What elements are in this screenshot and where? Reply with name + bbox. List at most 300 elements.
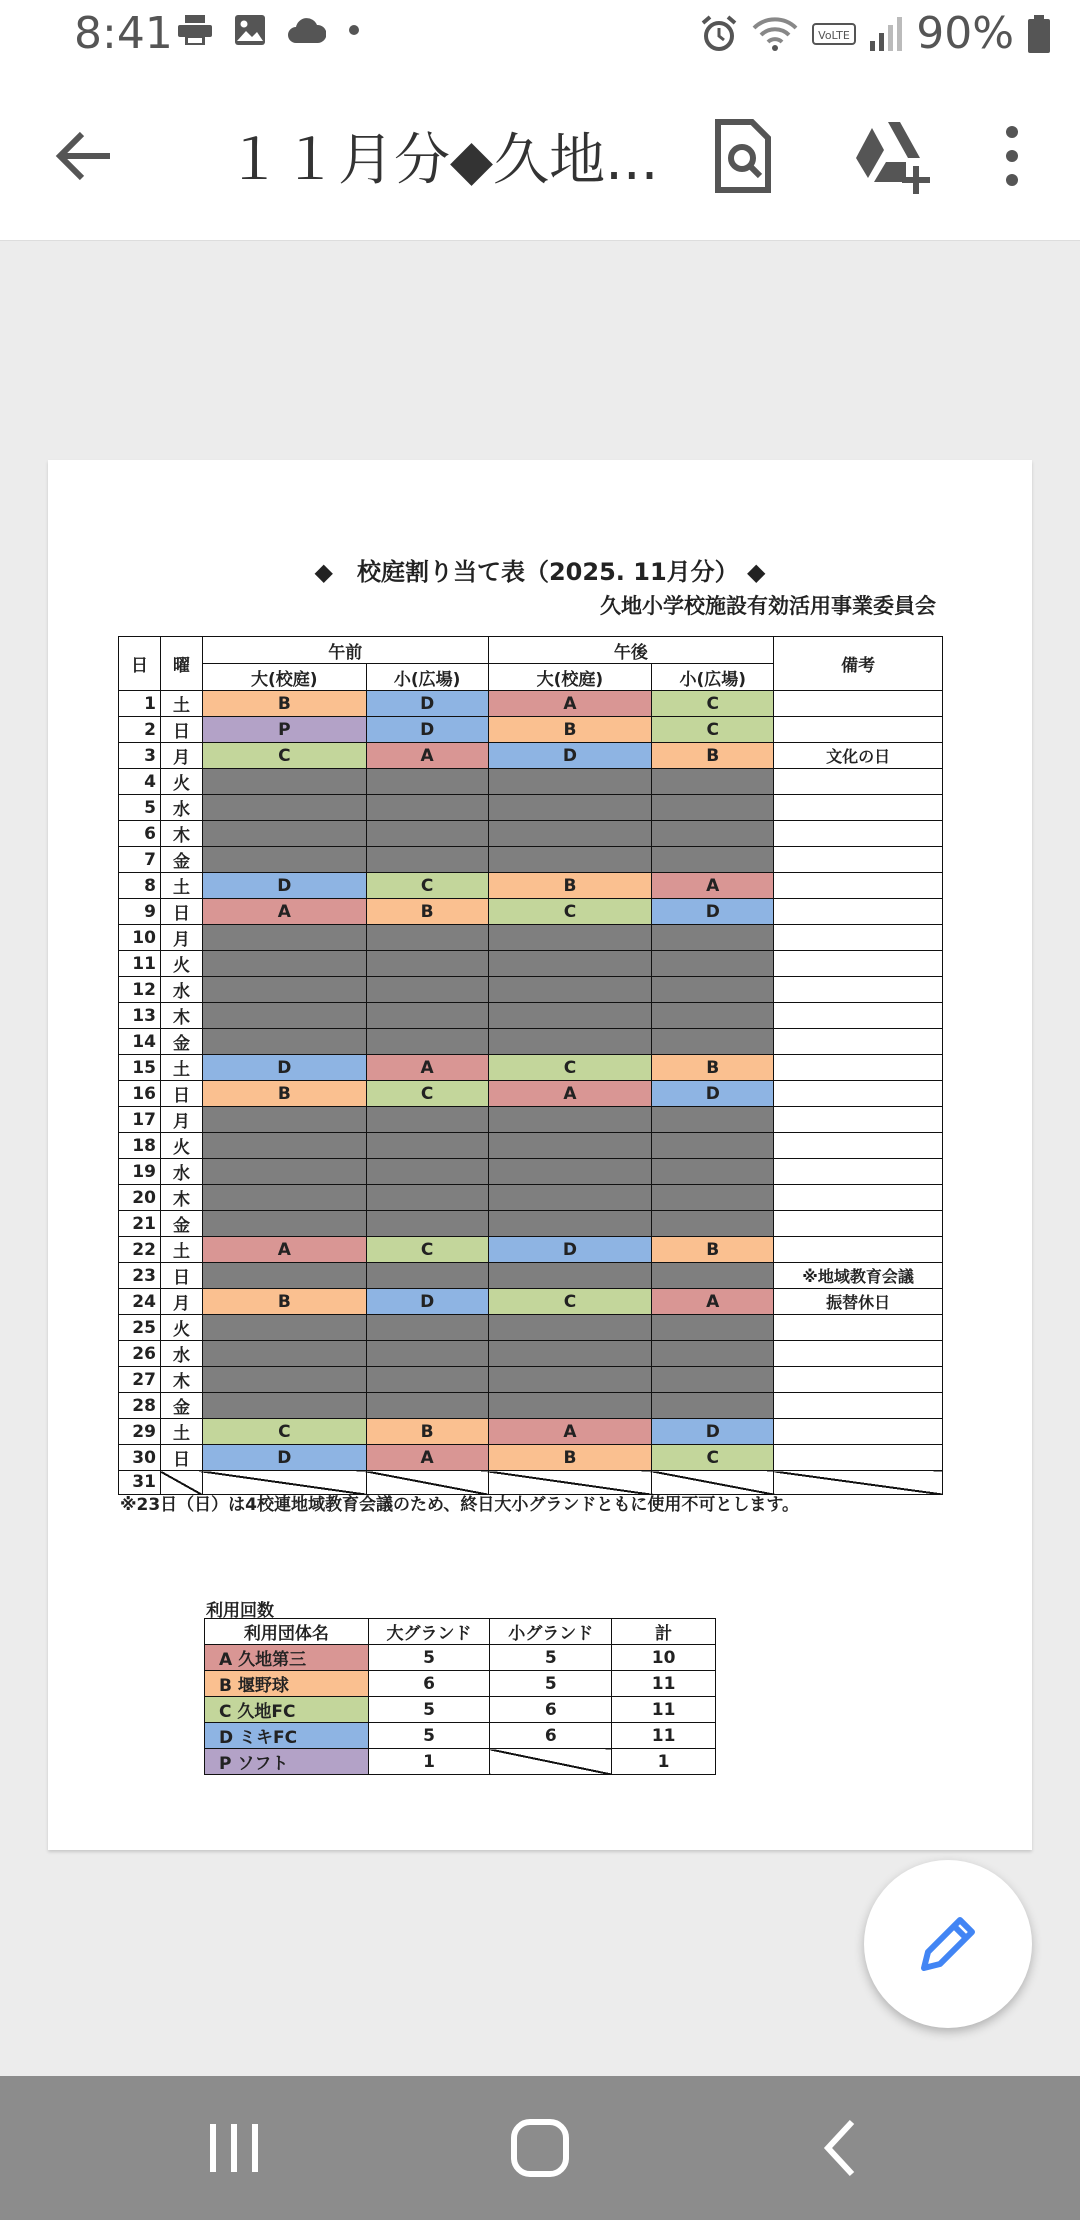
weekday: 火 xyxy=(160,769,202,795)
total-count: 11 xyxy=(612,1723,716,1749)
am-small-slot xyxy=(366,1315,488,1341)
schedule-row xyxy=(119,691,943,717)
schedule-row xyxy=(119,1367,943,1393)
am-large-slot xyxy=(202,1003,366,1029)
schedule-body xyxy=(119,691,943,1495)
edit-fab-button[interactable] xyxy=(864,1860,1032,2028)
schedule-row xyxy=(119,1055,943,1081)
am-small-slot xyxy=(366,1211,488,1237)
notes-cell xyxy=(774,1471,943,1495)
am-small-slot: D xyxy=(366,691,488,717)
weekday: 土 xyxy=(160,1419,202,1445)
am-large-slot xyxy=(202,847,366,873)
group-name: A 久地第三 xyxy=(205,1645,369,1671)
am-small-slot xyxy=(366,925,488,951)
notes-cell: ※地域教育会議 xyxy=(774,1263,943,1289)
pm-small-slot: C xyxy=(652,691,774,717)
pm-large-slot xyxy=(488,925,652,951)
am-small-slot xyxy=(366,951,488,977)
home-icon[interactable] xyxy=(500,2116,580,2180)
small-count: 5 xyxy=(490,1671,612,1697)
usage-body xyxy=(205,1645,716,1775)
am-small-slot: C xyxy=(366,1237,488,1263)
small-count xyxy=(490,1749,612,1775)
pm-small-slot xyxy=(652,1263,774,1289)
am-small-slot xyxy=(366,795,488,821)
small-count: 6 xyxy=(490,1723,612,1749)
day-number: 27 xyxy=(119,1367,161,1393)
am-small-slot xyxy=(366,1185,488,1211)
header-day: 日 xyxy=(119,637,161,691)
cloud-icon xyxy=(288,17,326,43)
notes-cell xyxy=(774,769,943,795)
header-pm-large: 大(校庭) xyxy=(488,664,652,691)
notes-cell xyxy=(774,1367,943,1393)
group-name: D ミキFC xyxy=(205,1723,369,1749)
schedule-row xyxy=(119,1107,943,1133)
am-large-slot xyxy=(202,977,366,1003)
notes-cell xyxy=(774,717,943,743)
more-options-icon[interactable] xyxy=(1000,118,1024,194)
pm-large-slot xyxy=(488,1367,652,1393)
pm-large-slot xyxy=(488,1315,652,1341)
am-small-slot xyxy=(366,769,488,795)
notes-cell xyxy=(774,795,943,821)
pm-small-slot xyxy=(652,1211,774,1237)
notes-cell xyxy=(774,873,943,899)
back-arrow-icon[interactable] xyxy=(52,124,116,188)
am-large-slot xyxy=(202,1107,366,1133)
dot-icon xyxy=(348,24,360,36)
am-small-slot: C xyxy=(366,1081,488,1107)
weekday: 日 xyxy=(160,717,202,743)
pm-small-slot xyxy=(652,1367,774,1393)
usage-header-large: 大グランド xyxy=(368,1619,490,1645)
schedule-table xyxy=(118,636,943,1495)
notes-cell: 振替休日 xyxy=(774,1289,943,1315)
notes-cell xyxy=(774,1107,943,1133)
weekday: 月 xyxy=(160,1289,202,1315)
am-large-slot xyxy=(202,1393,366,1419)
weekday: 金 xyxy=(160,847,202,873)
total-count: 11 xyxy=(612,1697,716,1723)
notification-icons xyxy=(178,14,360,46)
large-count: 1 xyxy=(368,1749,490,1775)
back-icon[interactable] xyxy=(800,2116,880,2180)
day-number: 31 xyxy=(119,1471,161,1495)
schedule-row xyxy=(119,951,943,977)
am-large-slot xyxy=(202,1315,366,1341)
notes-cell xyxy=(774,1055,943,1081)
notes-cell xyxy=(774,1341,943,1367)
find-in-page-icon[interactable] xyxy=(708,118,778,194)
day-number: 30 xyxy=(119,1445,161,1471)
pm-small-slot: B xyxy=(652,1055,774,1081)
schedule-row xyxy=(119,769,943,795)
usage-row xyxy=(205,1645,716,1671)
status-bar xyxy=(0,0,1080,72)
schedule-row xyxy=(119,1445,943,1471)
am-large-slot: C xyxy=(202,743,366,769)
usage-header-small: 小グランド xyxy=(490,1619,612,1645)
am-large-slot xyxy=(202,769,366,795)
weekday: 月 xyxy=(160,1107,202,1133)
day-number: 23 xyxy=(119,1263,161,1289)
header-pm: 午後 xyxy=(488,637,774,664)
am-small-slot xyxy=(366,977,488,1003)
notes-cell xyxy=(774,1315,943,1341)
weekday: 土 xyxy=(160,1055,202,1081)
total-count: 1 xyxy=(612,1749,716,1775)
day-number: 13 xyxy=(119,1003,161,1029)
pm-large-slot xyxy=(488,1185,652,1211)
weekday: 水 xyxy=(160,1341,202,1367)
am-small-slot xyxy=(366,1159,488,1185)
large-count: 5 xyxy=(368,1645,490,1671)
day-number: 14 xyxy=(119,1029,161,1055)
weekday: 金 xyxy=(160,1029,202,1055)
notes-cell xyxy=(774,899,943,925)
day-number: 17 xyxy=(119,1107,161,1133)
am-small-slot xyxy=(366,1029,488,1055)
pm-large-slot xyxy=(488,1211,652,1237)
am-small-slot: D xyxy=(366,1289,488,1315)
pm-large-slot xyxy=(488,977,652,1003)
weekday: 月 xyxy=(160,743,202,769)
notes-cell xyxy=(774,691,943,717)
pm-large-slot xyxy=(488,1003,652,1029)
battery-percent: 90% xyxy=(916,8,1014,59)
am-small-slot xyxy=(366,1003,488,1029)
day-number: 12 xyxy=(119,977,161,1003)
am-large-slot: B xyxy=(202,1289,366,1315)
status-time: 8:41 xyxy=(74,8,173,59)
day-number: 4 xyxy=(119,769,161,795)
weekday: 日 xyxy=(160,899,202,925)
pm-large-slot: D xyxy=(488,1237,652,1263)
notes-cell xyxy=(774,1419,943,1445)
weekday: 火 xyxy=(160,951,202,977)
weekday: 木 xyxy=(160,821,202,847)
large-count: 5 xyxy=(368,1697,490,1723)
usage-row xyxy=(205,1723,716,1749)
usage-row xyxy=(205,1697,716,1723)
usage-header-total: 計 xyxy=(612,1619,716,1645)
notes-cell xyxy=(774,1029,943,1055)
schedule-row xyxy=(119,1029,943,1055)
day-number: 28 xyxy=(119,1393,161,1419)
weekday: 木 xyxy=(160,1003,202,1029)
day-number: 16 xyxy=(119,1081,161,1107)
pm-small-slot xyxy=(652,1107,774,1133)
schedule-title: ◆ 校庭割り当て表（2025. 11月分） ◆ xyxy=(314,558,766,586)
weekday: 木 xyxy=(160,1367,202,1393)
weekday: 日 xyxy=(160,1445,202,1471)
pm-large-slot: B xyxy=(488,873,652,899)
pm-large-slot: B xyxy=(488,1445,652,1471)
weekday: 日 xyxy=(160,1081,202,1107)
organization-name: 久地小学校施設有効活用事業委員会 xyxy=(600,594,936,618)
pm-small-slot xyxy=(652,847,774,873)
day-number: 9 xyxy=(119,899,161,925)
pm-small-slot xyxy=(652,925,774,951)
day-number: 3 xyxy=(119,743,161,769)
pm-large-slot: A xyxy=(488,1419,652,1445)
pm-large-slot: A xyxy=(488,691,652,717)
pm-small-slot xyxy=(652,977,774,1003)
pm-small-slot xyxy=(652,1185,774,1211)
am-small-slot xyxy=(366,1367,488,1393)
am-large-slot xyxy=(202,1185,366,1211)
header-weekday: 曜 xyxy=(160,637,202,691)
document-title: １１月分◆久地... xyxy=(226,128,659,193)
am-large-slot: B xyxy=(202,691,366,717)
schedule-row xyxy=(119,1393,943,1419)
pm-small-slot xyxy=(652,795,774,821)
notes-cell xyxy=(774,1393,943,1419)
header-notes: 備考 xyxy=(774,637,943,691)
day-number: 1 xyxy=(119,691,161,717)
weekday: 水 xyxy=(160,795,202,821)
usage-header-group: 利用団体名 xyxy=(205,1619,369,1645)
header-am-small: 小(広場) xyxy=(366,664,488,691)
day-number: 25 xyxy=(119,1315,161,1341)
pm-large-slot xyxy=(488,1393,652,1419)
am-large-slot xyxy=(202,1133,366,1159)
document-page xyxy=(48,460,1032,1850)
schedule-row xyxy=(119,743,943,769)
navigation-bar xyxy=(0,2076,1080,2220)
pm-large-slot: B xyxy=(488,717,652,743)
pm-small-slot xyxy=(652,1315,774,1341)
day-number: 5 xyxy=(119,795,161,821)
schedule-row xyxy=(119,717,943,743)
notes-cell xyxy=(774,847,943,873)
image-icon xyxy=(234,14,266,46)
schedule-row xyxy=(119,1081,943,1107)
pm-large-slot: C xyxy=(488,899,652,925)
pm-large-slot xyxy=(488,795,652,821)
schedule-row xyxy=(119,873,943,899)
pm-small-slot: C xyxy=(652,1445,774,1471)
add-to-drive-icon[interactable] xyxy=(850,118,930,194)
signal-icon xyxy=(870,17,902,51)
weekday: 土 xyxy=(160,873,202,899)
group-name: B 堰野球 xyxy=(205,1671,369,1697)
day-number: 7 xyxy=(119,847,161,873)
small-count: 5 xyxy=(490,1645,612,1671)
header-pm-small: 小(広場) xyxy=(652,664,774,691)
usage-title: 利用回数 xyxy=(206,1601,274,1621)
group-name: C 久地FC xyxy=(205,1697,369,1723)
notes-cell xyxy=(774,1003,943,1029)
am-small-slot: C xyxy=(366,873,488,899)
am-small-slot xyxy=(366,1133,488,1159)
am-large-slot: P xyxy=(202,717,366,743)
schedule-row xyxy=(119,1263,943,1289)
pm-small-slot xyxy=(652,1159,774,1185)
day-number: 21 xyxy=(119,1211,161,1237)
notes-cell xyxy=(774,1237,943,1263)
schedule-row xyxy=(119,1315,943,1341)
pm-small-slot: B xyxy=(652,1237,774,1263)
pm-large-slot xyxy=(488,1341,652,1367)
header-am-large: 大(校庭) xyxy=(202,664,366,691)
system-icons xyxy=(700,8,1050,59)
schedule-row xyxy=(119,821,943,847)
am-large-slot: C xyxy=(202,1419,366,1445)
weekday: 日 xyxy=(160,1263,202,1289)
am-large-slot xyxy=(202,925,366,951)
pm-small-slot xyxy=(652,821,774,847)
pm-small-slot: A xyxy=(652,873,774,899)
group-name: P ソフト xyxy=(205,1749,369,1775)
schedule-row xyxy=(119,1289,943,1315)
schedule-row xyxy=(119,899,943,925)
header-am: 午前 xyxy=(202,637,488,664)
am-large-slot xyxy=(202,795,366,821)
am-small-slot xyxy=(366,1263,488,1289)
usage-row xyxy=(205,1671,716,1697)
am-large-slot xyxy=(202,821,366,847)
am-small-slot xyxy=(366,1107,488,1133)
schedule-row xyxy=(119,1003,943,1029)
app-bar xyxy=(0,72,1080,241)
printer-icon xyxy=(178,15,212,45)
weekday: 火 xyxy=(160,1315,202,1341)
pm-small-slot: A xyxy=(652,1289,774,1315)
pm-small-slot xyxy=(652,951,774,977)
notes-cell xyxy=(774,1081,943,1107)
pm-small-slot: B xyxy=(652,743,774,769)
am-large-slot: D xyxy=(202,1055,366,1081)
schedule-row xyxy=(119,1237,943,1263)
notes-cell xyxy=(774,925,943,951)
pm-small-slot: D xyxy=(652,1081,774,1107)
am-large-slot xyxy=(202,1159,366,1185)
pm-large-slot xyxy=(488,1029,652,1055)
pm-small-slot: D xyxy=(652,899,774,925)
pm-large-slot xyxy=(488,769,652,795)
day-number: 6 xyxy=(119,821,161,847)
day-number: 11 xyxy=(119,951,161,977)
day-number: 26 xyxy=(119,1341,161,1367)
am-large-slot xyxy=(202,1263,366,1289)
schedule-row xyxy=(119,1419,943,1445)
day-number: 10 xyxy=(119,925,161,951)
notes-cell xyxy=(774,821,943,847)
pm-small-slot: C xyxy=(652,717,774,743)
pm-large-slot: A xyxy=(488,1081,652,1107)
schedule-row xyxy=(119,1211,943,1237)
notes-cell xyxy=(774,977,943,1003)
pm-large-slot xyxy=(488,951,652,977)
notes-cell xyxy=(774,1211,943,1237)
day-number: 8 xyxy=(119,873,161,899)
am-small-slot: B xyxy=(366,899,488,925)
pm-small-slot xyxy=(652,1341,774,1367)
alarm-icon xyxy=(700,15,738,53)
large-count: 5 xyxy=(368,1723,490,1749)
schedule-row xyxy=(119,977,943,1003)
battery-icon xyxy=(1028,15,1050,53)
wifi-icon xyxy=(752,16,798,52)
schedule-row xyxy=(119,1185,943,1211)
day-number: 2 xyxy=(119,717,161,743)
am-large-slot xyxy=(202,1211,366,1237)
am-large-slot: A xyxy=(202,899,366,925)
usage-table xyxy=(204,1618,716,1775)
am-small-slot: B xyxy=(366,1419,488,1445)
schedule-row xyxy=(119,1159,943,1185)
am-small-slot: A xyxy=(366,1445,488,1471)
am-large-slot xyxy=(202,1341,366,1367)
pm-large-slot: C xyxy=(488,1289,652,1315)
day-number: 24 xyxy=(119,1289,161,1315)
am-large-slot: D xyxy=(202,1445,366,1471)
notes-cell xyxy=(774,1133,943,1159)
small-count: 6 xyxy=(490,1697,612,1723)
volte-icon xyxy=(812,23,856,45)
am-small-slot xyxy=(366,847,488,873)
notes-cell: 文化の日 xyxy=(774,743,943,769)
weekday: 木 xyxy=(160,1185,202,1211)
usage-row xyxy=(205,1749,716,1775)
pm-large-slot: D xyxy=(488,743,652,769)
pm-large-slot xyxy=(488,1133,652,1159)
weekday: 土 xyxy=(160,691,202,717)
pm-large-slot xyxy=(488,1159,652,1185)
notes-cell xyxy=(774,1159,943,1185)
day-number: 19 xyxy=(119,1159,161,1185)
am-small-slot: A xyxy=(366,1055,488,1081)
total-count: 10 xyxy=(612,1645,716,1671)
weekday: 金 xyxy=(160,1393,202,1419)
am-small-slot xyxy=(366,821,488,847)
am-large-slot xyxy=(202,1367,366,1393)
am-large-slot: B xyxy=(202,1081,366,1107)
am-large-slot: A xyxy=(202,1237,366,1263)
schedule-row xyxy=(119,1341,943,1367)
day-number: 22 xyxy=(119,1237,161,1263)
schedule-row xyxy=(119,847,943,873)
am-large-slot xyxy=(202,951,366,977)
schedule-row xyxy=(119,795,943,821)
footnote: ※23日（日）は4校連地域教育会議のため、終日大小グランドともに使用不可とします。 xyxy=(120,1495,799,1515)
recent-apps-icon[interactable] xyxy=(194,2116,274,2180)
pm-large-slot xyxy=(488,821,652,847)
pm-large-slot xyxy=(488,847,652,873)
am-large-slot xyxy=(202,1029,366,1055)
pm-large-slot: C xyxy=(488,1055,652,1081)
schedule-row xyxy=(119,1133,943,1159)
weekday: 水 xyxy=(160,977,202,1003)
day-number: 29 xyxy=(119,1419,161,1445)
notes-cell xyxy=(774,951,943,977)
day-number: 18 xyxy=(119,1133,161,1159)
svg-text:VoLTE: VoLTE xyxy=(818,28,851,42)
schedule-row xyxy=(119,925,943,951)
am-small-slot: A xyxy=(366,743,488,769)
pm-large-slot xyxy=(488,1107,652,1133)
weekday: 金 xyxy=(160,1211,202,1237)
notes-cell xyxy=(774,1445,943,1471)
weekday: 月 xyxy=(160,925,202,951)
total-count: 11 xyxy=(612,1671,716,1697)
weekday: 土 xyxy=(160,1237,202,1263)
pm-small-slot xyxy=(652,1393,774,1419)
pm-small-slot xyxy=(652,1133,774,1159)
